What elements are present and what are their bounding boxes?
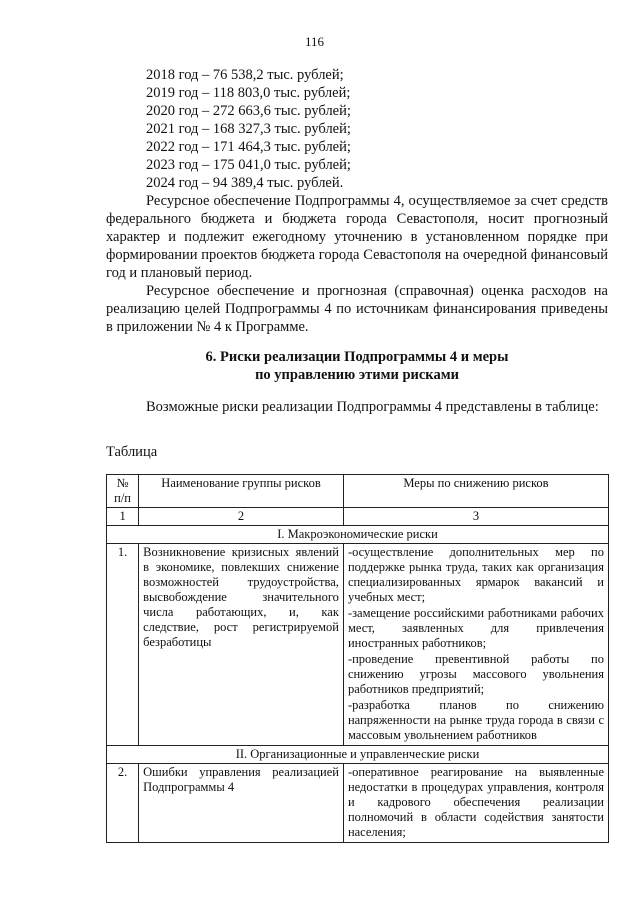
measures-cell [343,764,608,843]
header-number: № п/п [107,475,139,508]
funding-line: 2020 год – 272 663,6 тыс. рублей; [146,103,351,119]
table-row [107,544,609,746]
row-number: 1. [107,544,139,746]
table-row [107,764,609,843]
risks-table [106,474,609,843]
group-title: II. Организационные и управленческие риски [107,746,609,764]
page-number: 116 [304,34,325,49]
section-title-line: по управлению этими рисками [255,367,459,383]
funding-line: 2024 год – 94 389,4 тыс. рублей. [146,175,344,191]
paragraph-text: Ресурсное обеспечение Подпрограммы 4, осуществляемое за счет средств федерального бюджета и бюджета города Севастополя, носит прогнозный характер и подлежит ежегодному уточнению в установленном порядке при формировании проектов бюджета города Севастополя на очередной финансовый год и плановый период. [106,193,608,281]
paragraph-text: Возможные риски реализации Подпрограммы 4 представлены в таблице: [146,399,599,415]
group-row [107,746,609,764]
risks-intro-paragraph [106,398,608,416]
measure-item: -разработка планов по снижению напряженности на рынке труда города в связи с массовым увольнением работников [347,698,604,742]
column-number-row [107,508,609,526]
group-title: I. Макроэкономические риски [107,526,609,544]
paragraph-text: Ресурсное обеспечение и прогнозная (справочная) оценка расходов на реализацию целей Подпрограммы 4 по источникам финансирования приведены в приложении № 4 к Программе. [106,283,608,335]
funding-line: 2018 год – 76 538,2 тыс. рублей; [146,67,344,83]
measures-cell [343,544,608,746]
section-title [106,348,608,384]
header-measures: Меры по снижению рисков [343,475,608,508]
funding-line: 2023 год – 175 041,0 тыс. рублей; [146,157,351,173]
row-number: 2. [107,764,139,843]
resource-estimate-paragraph [106,282,608,336]
funding-line: 2022 год – 171 464,3 тыс. рублей; [146,139,351,155]
risk-description: Ошибки управления реализацией Подпрограммы 4 [139,764,344,843]
resource-provision-paragraph [106,192,608,282]
measure-item: -осуществление дополнительных мер по поддержке рынка труда, таких как организация специализированных ярмарок вакансий и учебных мест; [347,545,604,604]
column-number: 2 [139,508,344,526]
column-number: 3 [343,508,608,526]
risk-description: Возникновение кризисных явлений в экономике, повлекших снижение возможностей трудоустройства, высвобождение значительного числа работающих, и, как следствие, рост регистрируемой безработицы [139,544,344,746]
measure-item: -оперативное реагирование на выявленные недостатки в процедурах управления, контроля и кадрового обеспечения реализации полномочий в области содействия занятости населения; [347,765,604,839]
funding-by-year-list [146,66,351,192]
table-caption: Таблица [106,444,158,460]
measure-item: -проведение превентивной работы по снижению угрозы массового увольнения работников предприятий; [347,652,604,696]
group-row [107,526,609,544]
column-number: 1 [107,508,139,526]
table-header-row [107,475,609,508]
measure-item: -замещение российскими работниками рабочих мест, заявленных для привлечения иностранных работников; [347,606,604,650]
funding-line: 2021 год – 168 327,3 тыс. рублей; [146,121,351,137]
header-risk-group: Наименование группы рисков [139,475,344,508]
section-title-line: 6. Риски реализации Подпрограммы 4 и меры [205,349,509,365]
funding-line: 2019 год – 118 803,0 тыс. рублей; [146,85,351,101]
